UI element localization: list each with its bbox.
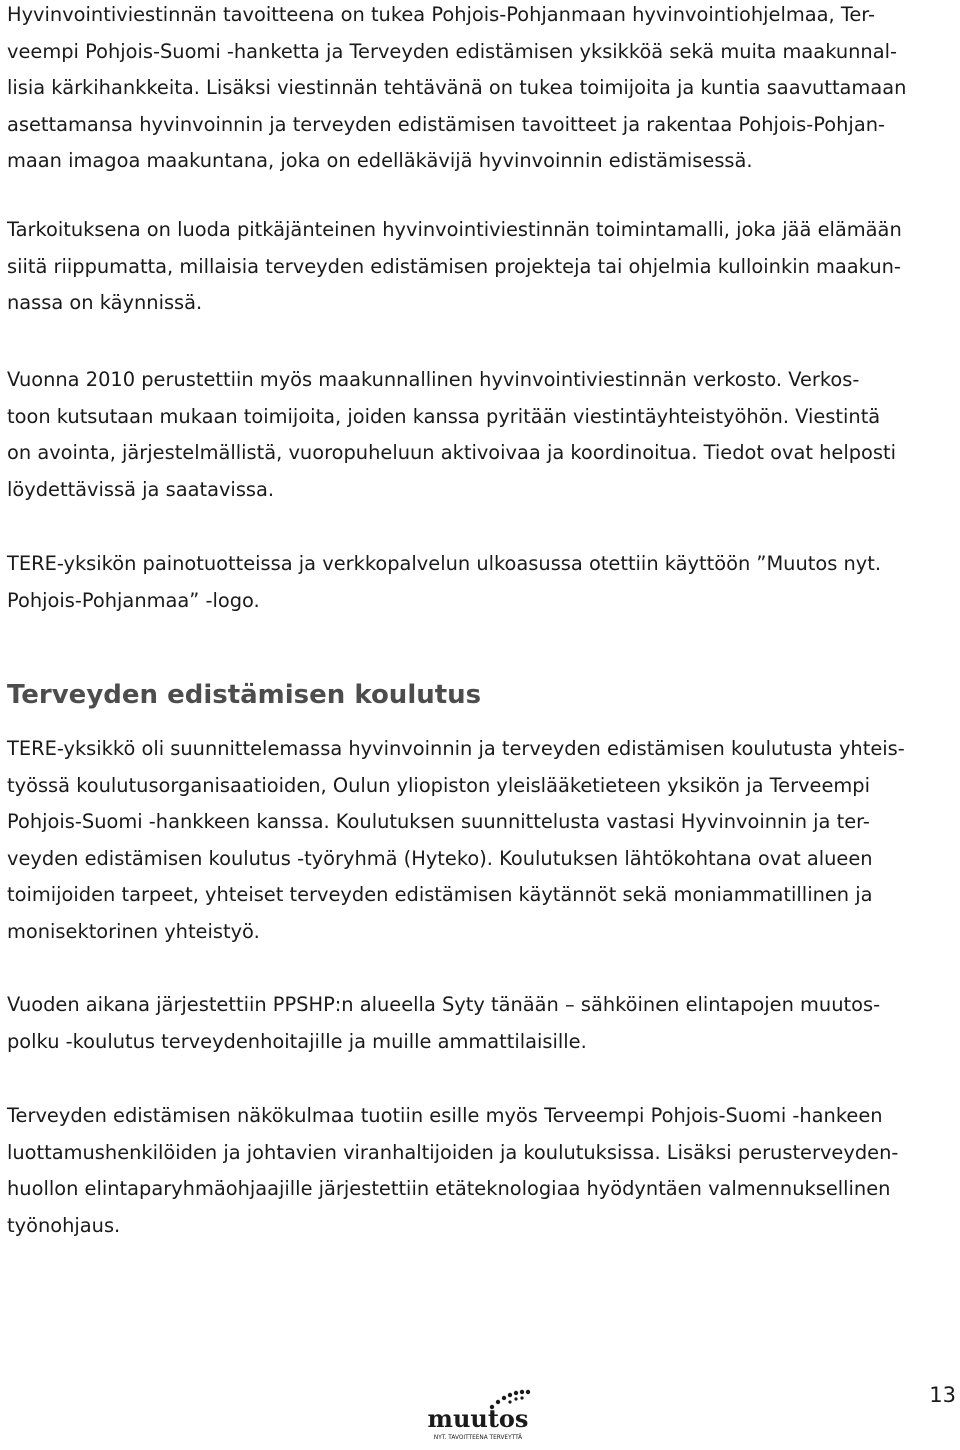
text-line: löydettävissä ja saatavissa. <box>7 477 275 501</box>
text-line: luottamushenkilöiden ja johtavien viranhaltijoiden ja koulutuksissa. Lisäksi perusterveyden- <box>7 1140 899 1164</box>
paragraph-logo <box>7 546 953 619</box>
text-line: Tarkoituksena on luoda pitkäjänteinen hyvinvointiviestinnän toimintamalli, joka jää elämään <box>7 218 902 241</box>
text-line: veempi Pohjois-Suomi -hanketta ja Terveyden edistämisen yksikköä sekä muita maakunnal- <box>7 39 897 63</box>
logo-wordmark: muutos <box>427 1404 529 1433</box>
text-line: huollon elintaparyhmäohjaajille järjestettiin etäteknologiaa hyödyntäen valmennuksellinen <box>7 1177 891 1200</box>
muutos-logo <box>420 1385 536 1445</box>
text-line: nassa on käynnissä. <box>7 291 203 314</box>
text-line: veyden edistämisen koulutus -työryhmä (Hyteko). Koulutuksen lähtökohtana ovat alueen <box>7 846 873 870</box>
text-line: Pohjois-Suomi -hankkeen kanssa. Koulutuksen suunnittelusta vastasi Hyvinvoinnin ja ter- <box>7 810 870 833</box>
paragraph-perspective <box>7 1098 953 1244</box>
page-number: 13 <box>929 1383 956 1407</box>
text-line: on avointa, järjestelmällistä, vuoropuheluun aktivoivaa ja koordinoitua. Tiedot ovat helposti <box>7 441 896 464</box>
text-line: Vuoden aikana järjestettiin PPSHP:n alueella Syty tänään – sähköinen elintapojen muutos- <box>7 993 881 1016</box>
text-line: toon kutsutaan mukaan toimijoita, joiden kanssa pyritään viestintäyhteistyöhön. Viestintä <box>7 404 881 428</box>
paragraph-purpose <box>7 212 953 322</box>
text-line: polku -koulutus terveydenhoitajille ja muille ammattilaisille. <box>7 1029 587 1053</box>
text-line: Terveyden edistämisen näkökulmaa tuotiin esille myös Terveempi Pohjois-Suomi -hankeen <box>7 1104 883 1127</box>
text-line: työnohjaus. <box>7 1213 121 1237</box>
text-line: lisia kärkihankkeita. Lisäksi viestinnän tehtävänä on tukea toimijoita ja kuntia saavuttamaan <box>7 76 907 99</box>
section-heading: Terveyden edistämisen koulutus <box>7 680 482 710</box>
text-line: työssä koulutusorganisaatioiden, Oulun yliopiston yleislääketieteen yksikön ja Terveempi <box>7 773 870 797</box>
text-line: TERE-yksikön painotuotteissa ja verkkopalvelun ulkoasussa otettiin käyttöön ”Muutos nyt. <box>7 552 882 575</box>
text-line: siitä riippumatta, millaisia terveyden edistämisen projekteja tai ohjelmia kulloinkin maakun- <box>7 254 901 278</box>
paragraph-training <box>7 731 953 950</box>
text-line: Pohjois-Pohjanmaa” -logo. <box>7 588 260 612</box>
text-line: Hyvinvointiviestinnän tavoitteena on tukea Pohjois-Pohjanmaan hyvinvointiohjelmaa, Ter- <box>7 3 876 26</box>
paragraph-syty <box>7 987 953 1060</box>
text-line: maan imagoa maakuntana, joka on edelläkävijä hyvinvoinnin edistämisessä. <box>7 149 753 172</box>
paragraph-network <box>7 362 953 508</box>
text-line: asettamansa hyvinvoinnin ja terveyden edistämisen tavoitteet ja rakentaa Pohjois-Pohjan- <box>7 112 885 136</box>
text-line: toimijoiden tarpeet, yhteiset terveyden edistämisen käytännöt sekä moniammatillinen ja <box>7 883 873 906</box>
text-line: Vuonna 2010 perustettiin myös maakunnallinen hyvinvointiviestinnän verkosto. Verkos- <box>7 368 860 391</box>
text-line: monisektorinen yhteistyö. <box>7 919 260 943</box>
logo-tagline: NYT. TAVOITTEENA TERVEYTTÄ <box>433 1435 523 1441</box>
text-line: TERE-yksikkö oli suunnittelemassa hyvinvoinnin ja terveyden edistämisen koulutusta yhteis- <box>7 737 905 760</box>
paragraph-goals <box>7 0 953 180</box>
